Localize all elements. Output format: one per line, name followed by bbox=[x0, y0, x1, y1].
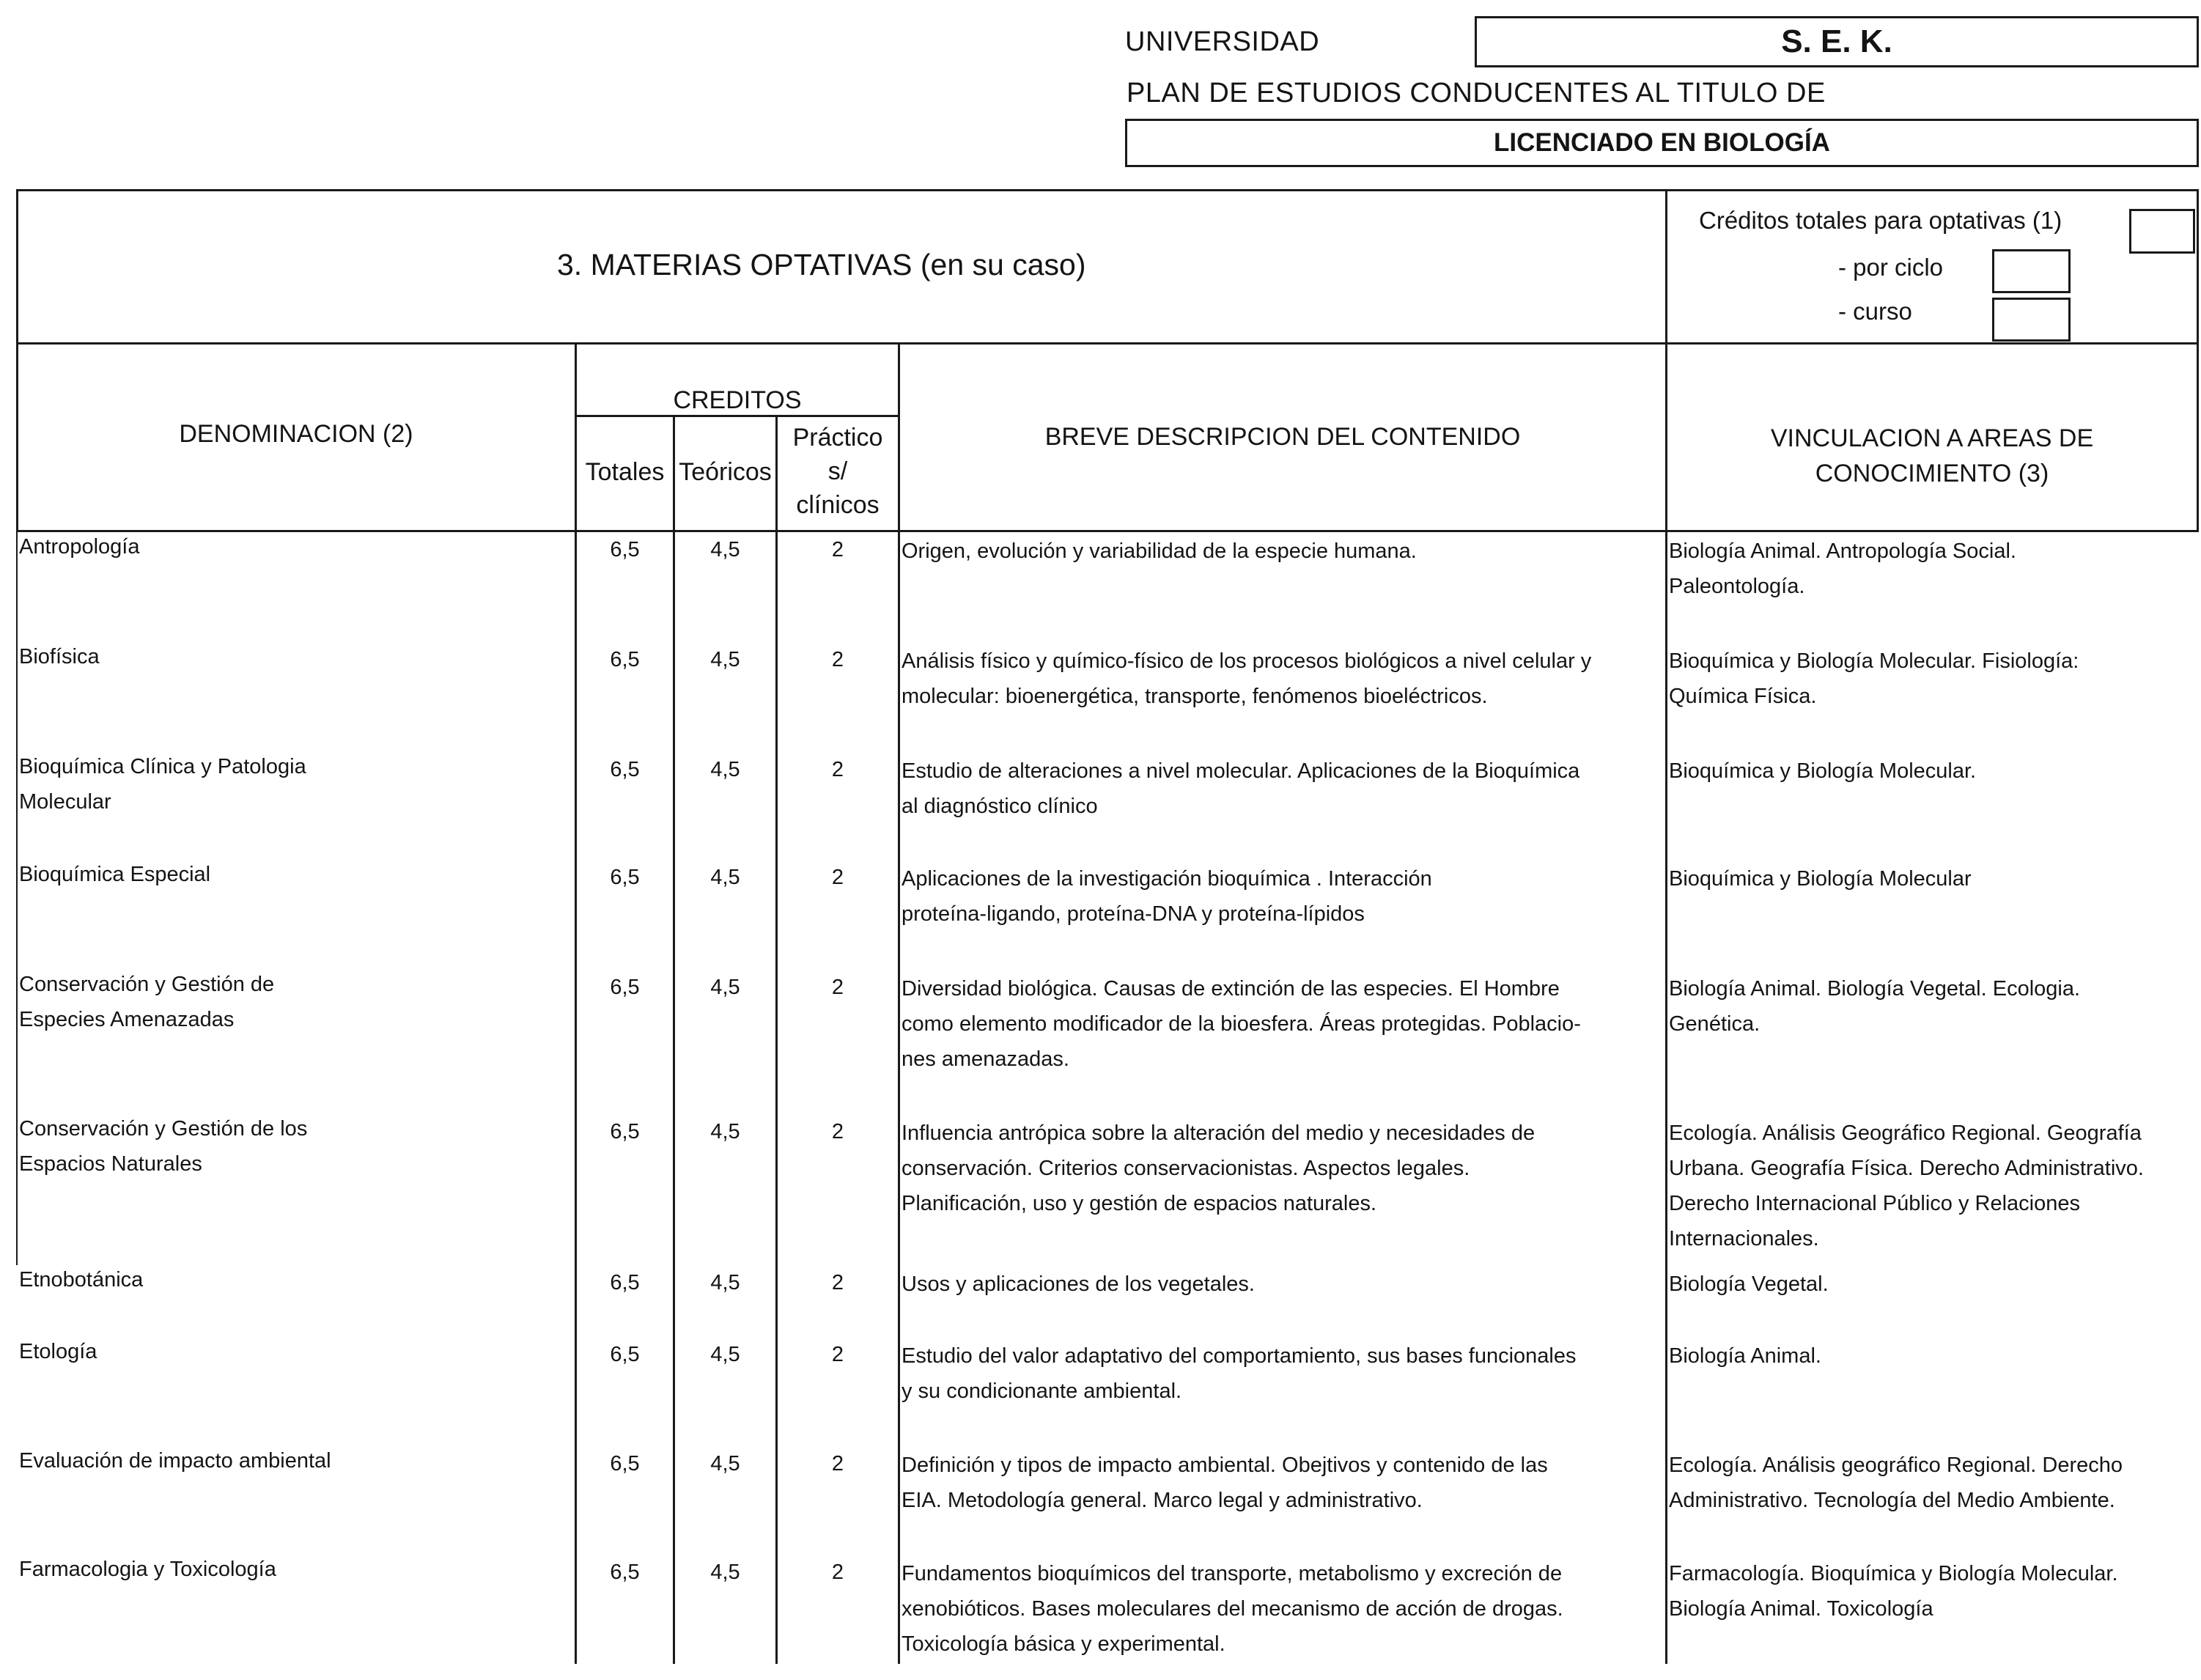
text-line: Biología Vegetal. bbox=[1669, 1272, 1829, 1296]
row-descripcion bbox=[902, 534, 1664, 569]
row-descripcion bbox=[902, 754, 1664, 824]
row-areas bbox=[1669, 861, 2197, 896]
row-totales: 6,5 bbox=[610, 866, 640, 889]
row-totales: 6,5 bbox=[610, 648, 640, 671]
section-title: 3. MATERIAS OPTATIVAS (en su caso) bbox=[557, 248, 1086, 281]
row-areas bbox=[1669, 644, 2197, 714]
text-line: Espacios Naturales bbox=[19, 1152, 202, 1176]
row-areas bbox=[1669, 971, 2197, 1042]
text-line: Urbana. Geografía Física. Derecho Administrativo. bbox=[1669, 1157, 2144, 1180]
row-teoricos: 4,5 bbox=[710, 538, 740, 561]
row-areas bbox=[1669, 754, 2197, 789]
row-areas bbox=[1669, 1267, 2197, 1302]
text-line: Usos y aplicaciones de los vegetales. bbox=[902, 1272, 1255, 1296]
text-line: Bioquímica y Biología Molecular. Fisiología: bbox=[1669, 649, 2079, 673]
row-totales: 6,5 bbox=[610, 976, 640, 999]
col-divider-5 bbox=[1665, 345, 1667, 1664]
row-practicos: 2 bbox=[831, 538, 844, 561]
row-teoricos: 4,5 bbox=[710, 1271, 740, 1294]
text-line: Etnobotánica bbox=[19, 1268, 144, 1292]
course-label: - curso bbox=[1838, 298, 1912, 325]
text-line: Aplicaciones de la investigación bioquímica . Interacción bbox=[902, 867, 1432, 891]
row-teoricos: 4,5 bbox=[710, 1452, 740, 1475]
text-line: Planificación, uso y gestión de espacios naturales. bbox=[902, 1192, 1377, 1215]
text-line: Conservación y Gestión de los bbox=[19, 1117, 308, 1141]
row-teoricos: 4,5 bbox=[710, 976, 740, 999]
row-denominacion bbox=[19, 639, 561, 674]
row-denominacion bbox=[19, 1552, 561, 1587]
row-teoricos: 4,5 bbox=[710, 866, 740, 889]
university-name: S. E. K. bbox=[1781, 23, 1892, 59]
text-line: Biofísica bbox=[19, 645, 100, 668]
row-practicos: 2 bbox=[831, 758, 844, 781]
col-header-creditos: CREDITOS bbox=[673, 386, 802, 414]
col-header-vinculacion: VINCULACION A AREAS DE CONOCIMIENTO (3) bbox=[1770, 424, 2094, 487]
text-line: Origen, evolución y variabilidad de la especie humana. bbox=[902, 539, 1417, 563]
university-name-box bbox=[1475, 16, 2199, 67]
text-line: Especies Amenazadas bbox=[19, 1008, 235, 1031]
text-line: Derecho Internacional Público y Relaciones bbox=[1669, 1192, 2080, 1215]
text-line: Administrativo. Tecnología del Medio Ambiente. bbox=[1669, 1489, 2115, 1512]
row-denominacion bbox=[19, 1262, 561, 1297]
row-totales: 6,5 bbox=[610, 758, 640, 781]
row-practicos: 2 bbox=[831, 1120, 844, 1143]
text-line: Internacionales. bbox=[1669, 1227, 1819, 1250]
text-line: Bioquímica Clínica y Patologia bbox=[19, 755, 306, 778]
text-line: Evaluación de impacto ambiental bbox=[19, 1449, 331, 1473]
row-descripcion bbox=[902, 1338, 1664, 1409]
text-line: Biología Animal. Antropología Social. bbox=[1669, 539, 2016, 563]
text-line: Biología Animal. Biología Vegetal. Ecologia. bbox=[1669, 977, 2081, 1001]
row-practicos: 2 bbox=[831, 1343, 844, 1366]
text-line: Molecular bbox=[19, 790, 111, 814]
text-line: molecular: bioenergética, transporte, fenómenos bioeléctricos. bbox=[902, 685, 1488, 708]
row-teoricos: 4,5 bbox=[710, 1343, 740, 1366]
text-line: Química Física. bbox=[1669, 685, 1817, 708]
row-descripcion bbox=[902, 1267, 1664, 1302]
row-areas bbox=[1669, 1556, 2197, 1626]
text-line: Biología Animal. bbox=[1669, 1344, 1821, 1368]
row-descripcion bbox=[902, 971, 1664, 1077]
row-totales: 6,5 bbox=[610, 1452, 640, 1475]
row-practicos: 2 bbox=[831, 866, 844, 889]
text-line: Bioquímica y Biología Molecular bbox=[1669, 867, 1972, 891]
text-line: Ecología. Análisis Geográfico Regional. Geografía bbox=[1669, 1121, 2142, 1145]
text-line: Biología Animal. Toxicología bbox=[1669, 1597, 1933, 1621]
text-line: Ecología. Análisis geográfico Regional. Derecho bbox=[1669, 1454, 2123, 1477]
row-areas bbox=[1669, 1338, 2197, 1374]
text-line: Análisis físico y químico-físico de los procesos biológicos a nivel celular y bbox=[902, 649, 1592, 673]
university-label: UNIVERSIDAD bbox=[1125, 26, 1320, 57]
plan-label: PLAN DE ESTUDIOS CONDUCENTES AL TITULO DE bbox=[1127, 78, 1826, 108]
row-practicos: 2 bbox=[831, 1561, 844, 1584]
table-right-border bbox=[2197, 345, 2199, 532]
text-line: Paleontología. bbox=[1669, 575, 1805, 598]
text-line: Influencia antrópica sobre la alteración del medio y necesidades de bbox=[902, 1121, 1535, 1145]
text-line: Bioquímica y Biología Molecular. bbox=[1669, 759, 1977, 783]
row-denominacion bbox=[19, 1334, 561, 1369]
row-denominacion bbox=[19, 1443, 561, 1478]
text-line: proteína-ligando, proteína-DNA y proteína-lípidos bbox=[902, 902, 1365, 926]
credits-total-input[interactable] bbox=[2129, 209, 2195, 254]
text-line: Definición y tipos de impacto ambiental. Obejtivos y contenido de las bbox=[902, 1454, 1548, 1477]
row-totales: 6,5 bbox=[610, 1343, 640, 1366]
row-practicos: 2 bbox=[831, 1271, 844, 1294]
text-line: Farmacología. Bioquímica y Biología Molecular. bbox=[1669, 1562, 2118, 1585]
text-line: Farmacologia y Toxicología bbox=[19, 1558, 276, 1581]
credits-total-label: Créditos totales para optativas (1) bbox=[1699, 207, 2062, 234]
text-line: EIA. Metodología general. Marco legal y administrativo. bbox=[902, 1489, 1423, 1512]
text-line: Antropología bbox=[19, 535, 140, 559]
row-denominacion bbox=[19, 1111, 561, 1182]
row-areas bbox=[1669, 1116, 2197, 1256]
row-practicos: 2 bbox=[831, 1452, 844, 1475]
degree-title: LICENCIADO EN BIOLOGÍA bbox=[1494, 128, 1830, 157]
row-teoricos: 4,5 bbox=[710, 1561, 740, 1584]
row-practicos: 2 bbox=[831, 648, 844, 671]
text-line: Etología bbox=[19, 1340, 97, 1363]
text-line: Estudio de alteraciones a nivel molecular. Aplicaciones de la Bioquímica bbox=[902, 759, 1580, 783]
row-denominacion bbox=[19, 749, 561, 819]
section-divider bbox=[1665, 189, 1667, 345]
row-teoricos: 4,5 bbox=[710, 648, 740, 671]
per-cycle-label: - por ciclo bbox=[1838, 254, 1944, 281]
text-line: Bioquímica Especial bbox=[19, 863, 211, 886]
text-line: nes amenazadas. bbox=[902, 1047, 1069, 1071]
text-line: al diagnóstico clínico bbox=[902, 795, 1098, 818]
text-line: Diversidad biológica. Causas de extinción de las especies. El Hombre bbox=[902, 977, 1560, 1001]
degree-title-box bbox=[1125, 119, 2199, 167]
row-descripcion bbox=[902, 1116, 1664, 1221]
col-divider-4 bbox=[898, 345, 900, 1664]
row-totales: 6,5 bbox=[610, 1271, 640, 1294]
text-line: xenobióticos. Bases moleculares del mecanismo de acción de drogas. bbox=[902, 1597, 1563, 1621]
col-header-denominacion: DENOMINACION (2) bbox=[179, 420, 413, 448]
text-line: Estudio del valor adaptativo del comportamiento, sus bases funcionales bbox=[902, 1344, 1577, 1368]
course-input[interactable] bbox=[1992, 298, 2071, 342]
row-totales: 6,5 bbox=[610, 1120, 640, 1143]
row-areas bbox=[1669, 1448, 2197, 1518]
row-descripcion bbox=[902, 644, 1664, 714]
row-denominacion bbox=[19, 857, 561, 892]
row-practicos: 2 bbox=[831, 976, 844, 999]
row-descripcion bbox=[902, 1556, 1664, 1662]
row-teoricos: 4,5 bbox=[710, 1120, 740, 1143]
text-line: como elemento modificador de la bioesfera. Áreas protegidas. Poblacio- bbox=[902, 1012, 1581, 1036]
per-cycle-input[interactable] bbox=[1992, 249, 2071, 293]
col-header-teoricos: Teóricos bbox=[679, 458, 772, 486]
text-line: conservación. Criterios conservacionistas. Aspectos legales. bbox=[902, 1157, 1470, 1180]
row-denominacion bbox=[19, 967, 561, 1037]
text-line: Toxicología básica y experimental. bbox=[902, 1632, 1225, 1656]
row-denominacion bbox=[19, 529, 561, 564]
col-header-descripcion: BREVE DESCRIPCION DEL CONTENIDO bbox=[1044, 423, 1521, 451]
text-line: Conservación y Gestión de bbox=[19, 973, 275, 996]
row-teoricos: 4,5 bbox=[710, 758, 740, 781]
row-descripcion bbox=[902, 861, 1664, 932]
row-totales: 6,5 bbox=[610, 1561, 640, 1584]
row-totales: 6,5 bbox=[610, 538, 640, 561]
col-header-practicos: Práctico s/ clínicos bbox=[792, 424, 883, 519]
text-line: y su condicionante ambiental. bbox=[902, 1379, 1182, 1403]
table-left-border-body bbox=[16, 532, 18, 1265]
col-header-totales: Totales bbox=[585, 458, 665, 486]
text-line: Fundamentos bioquímicos del transporte, metabolismo y excreción de bbox=[902, 1562, 1563, 1585]
text-line: Genética. bbox=[1669, 1012, 1761, 1036]
row-descripcion bbox=[902, 1448, 1664, 1518]
row-areas bbox=[1669, 534, 2197, 604]
